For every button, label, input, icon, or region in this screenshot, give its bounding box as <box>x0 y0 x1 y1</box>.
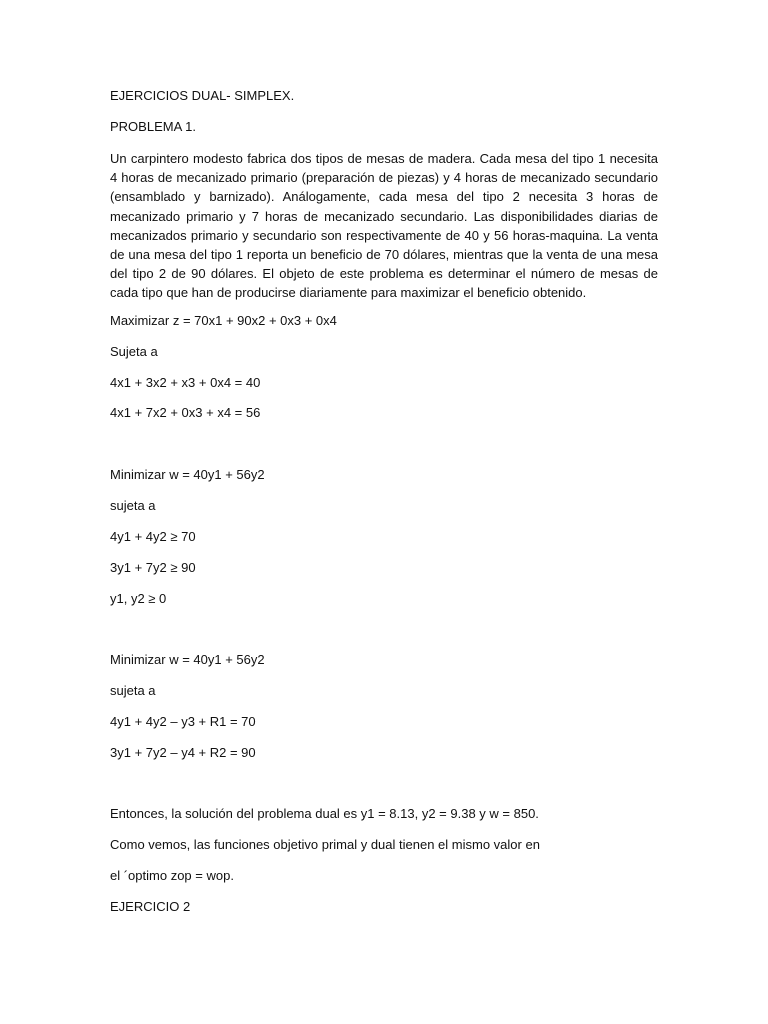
dual-constraint-1: 4y1 + 4y2 ≥ 70 <box>110 529 196 544</box>
dual-standard-constraint-1: 4y1 + 4y2 – y3 + R1 = 70 <box>110 714 256 729</box>
conclusion-solution: Entonces, la solución del problema dual es y1 = 8.13, y2 = 9.38 y w = 850. <box>110 806 539 821</box>
primal-constraint-1: 4x1 + 3x2 + x3 + 0x4 = 40 <box>110 375 261 390</box>
problem-heading: PROBLEMA 1. <box>110 119 196 134</box>
primal-objective: Maximizar z = 70x1 + 90x2 + 0x3 + 0x4 <box>110 313 337 328</box>
problem-statement: Un carpintero modesto fabrica dos tipos de mesas de madera. Cada mesa del tipo 1 necesita 4 horas de mecanizado primario (preparación de piezas) y 4 horas de mecanizado secundario (ensamblado y barnizado). Análogamente, cada mesa del tipo 2 necesita 3 horas de mecanizado primario y 7 horas de mecanizado secundario. Las disponibilidades diarias de mecanizados primario y secundario son respectivamente de 40 y 56 horas-maquina. La venta de una mesa del tipo 1 reporta un beneficio de 70 dólares, mientras que la venta de una mesa del tipo 2 de 90 dólares. El objeto de este problema es determinar el número de mesas de cada tipo que han de producirse diariamente para maximizar el beneficio obtenido. <box>110 151 658 301</box>
dual-standard-objective: Minimizar w = 40y1 + 56y2 <box>110 652 265 667</box>
dual-nonnegativity: y1, y2 ≥ 0 <box>110 591 167 606</box>
conclusion-optimum: el ´optimo zop = wop. <box>110 868 234 883</box>
dual-standard-subject-to: sujeta a <box>110 683 156 698</box>
dual-standard-constraint-2: 3y1 + 7y2 – y4 + R2 = 90 <box>110 745 256 760</box>
conclusion-comparison: Como vemos, las funciones objetivo primal y dual tienen el mismo valor en <box>110 837 540 852</box>
next-exercise-heading: EJERCICIO 2 <box>110 899 191 914</box>
primal-subject-to: Sujeta a <box>110 344 158 359</box>
dual-subject-to: sujeta a <box>110 498 156 513</box>
dual-constraint-2: 3y1 + 7y2 ≥ 90 <box>110 560 196 575</box>
dual-objective: Minimizar w = 40y1 + 56y2 <box>110 467 265 482</box>
primal-constraint-2: 4x1 + 7x2 + 0x3 + x4 = 56 <box>110 405 261 420</box>
document-title: EJERCICIOS DUAL- SIMPLEX. <box>110 88 295 103</box>
